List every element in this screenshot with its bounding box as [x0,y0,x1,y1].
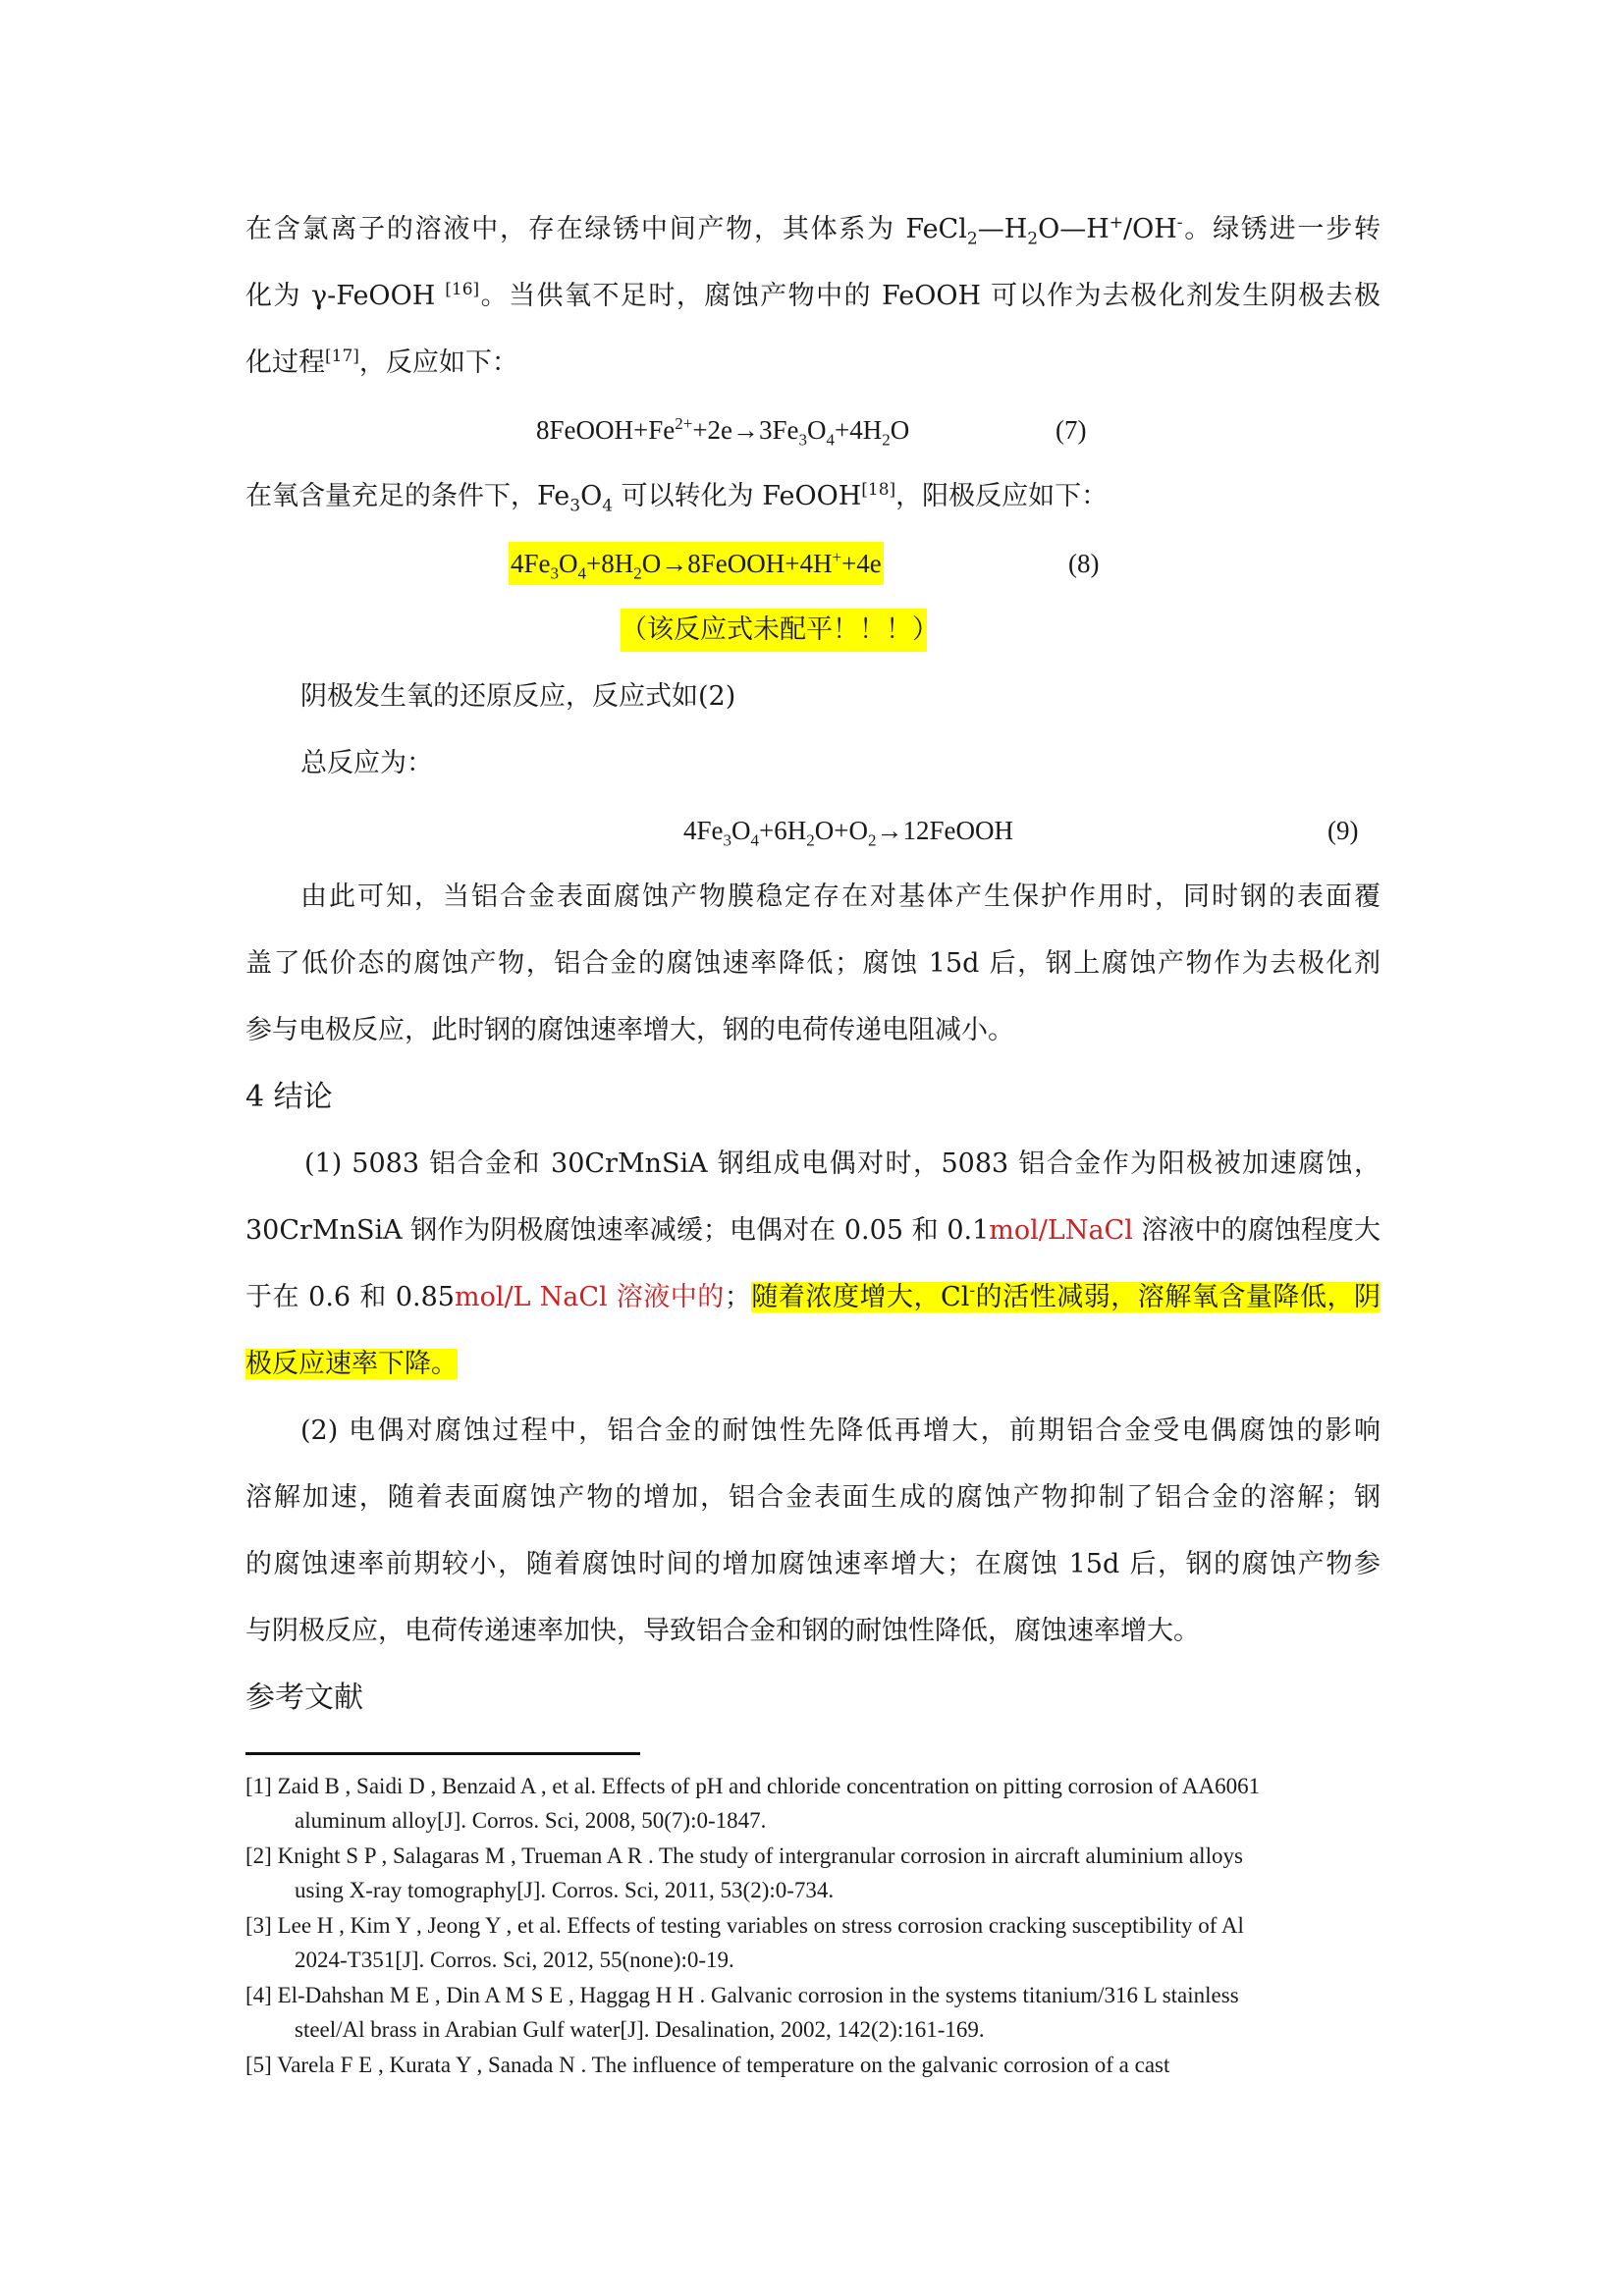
reference-item: [4] El-Dahshan M E , Din A M S E , Haggag H H . Galvanic corrosion in the systems titanium/316 L stainless [245,1983,1239,2007]
text: 。当供氧不足时，腐蚀产物中的 FeOOH 可以作为去极化剂发生阴极去极 [479,281,1380,311]
paragraph-line: 在氧含量充足的条件下，$Fe_3O_4$ 可以转化为 FeOOH[18]，阳极反应如下： [245,480,1109,516]
superscript: - [1176,213,1183,233]
text: 。绿锈进一步转 [1182,214,1380,244]
paragraph-line: 与阴极反应，电荷传递速率加快，导致铝合金和钢的耐蚀性降低，腐蚀速率增大。 [245,1616,1200,1646]
highlighted-text: 极反应速率下降。 [245,1349,458,1379]
text: 在含氯离子的溶液中，存在绿锈中间产物，其体系为 FeCl [245,214,967,244]
citation: [18] [861,480,896,500]
paragraph-line: 阴极发生氧的还原反应，反应式如(2) [300,681,736,712]
text: O—H [1038,214,1110,244]
red-text: mol/L NaCl 溶液中的 [454,1282,725,1312]
reference-item: using X-ray tomography[J]. Corros. Sci, 2011, 53(2):0-734. [295,1878,835,1902]
text: —H [977,214,1028,244]
reference-item: [5] Varela F E , Kurata Y , Sanada N . The influence of temperature on the galvanic corrosion of a cast [245,2053,1170,2077]
paragraph-line [245,342,1380,385]
reference-item: [3] Lee H , Kim Y , Jeong Y , et al. Effects of testing variables on stress corrosion cracking susceptibility of Al [245,1913,1244,1938]
equation-number: (8) [1068,549,1100,578]
equation-number: (9) [1327,816,1359,845]
paragraph-line: 溶解加速，随着表面腐蚀产物的增加，铝合金表面生成的腐蚀产物抑制了铝合金的溶解；钢 [245,1482,1380,1513]
text: 化过程 [245,347,325,378]
section-heading: 参考文献 [245,1681,363,1715]
reference-item: [2] Knight S P , Salagaras M , Trueman A R . The study of intergranular corrosion in aircraft aluminium alloys [245,1843,1243,1868]
red-text: mol/LNaCl [989,1215,1133,1246]
text: /OH [1123,214,1177,244]
unbalanced-note: （该反应式未配平！！！） [621,609,927,652]
subscript: 2 [966,229,978,249]
equation-number: (7) [1056,415,1087,445]
paragraph-line: 盖了低价态的腐蚀产物，铝合金的腐蚀速率降低；腐蚀 15d 后，钢上腐蚀产物作为去极化剂 [245,948,1380,979]
reference-item: steel/Al brass in Arabian Gulf water[J]. Desalination, 2002, 142(2):161-169. [295,2017,985,2042]
footnote-divider [245,1752,640,1755]
paragraph-line: 30CrMnSiA 钢作为阴极腐蚀速率减缓；电偶对在 0.05 和 0.1mol/LNaCl 溶液中的腐蚀程度大 [245,1215,1380,1246]
paragraph-line [245,275,1380,318]
paragraph-line: 于在 0.6 和 0.85mol/L NaCl 溶液中的；随着浓度增大，Cl-的活性减弱，溶解氧含量降低，阴 [245,1281,1381,1312]
citation: [16] [445,280,480,299]
highlighted-text: 随着浓度增大，Cl-的活性减弱，溶解氧含量降低，阴 [750,1281,1381,1312]
citation: [17] [325,347,359,366]
paragraph-line: 由此可知，当铝合金表面腐蚀产物膜稳定存在对基体产生保护作用时，同时钢的表面覆 [300,881,1380,912]
paragraph-line: 参与电极反应，此时钢的腐蚀速率增大，钢的电荷传递电阻减小。 [245,1015,1014,1045]
reference-item: aluminum alloy[J]. Corros. Sci, 2008, 50(7):0-1847. [295,1808,767,1833]
subscript: 2 [1027,229,1039,249]
section-heading: 4 结论 [245,1080,333,1114]
reference-item: [1] Zaid B , Saidi D , Benzaid A , et al. Effects of pH and chloride concentration on pitting corrosion of AA6061 [245,1774,1261,1798]
text: 化为 γ-FeOOH [245,281,446,311]
equation-7: $8FeOOH+Fe^{2+}+2e\to 3Fe_3O_4+4H_2O$ [536,414,910,450]
paragraph-line: 总反应为： [300,748,433,778]
equation-8: $4Fe_3O_4+8H_2O\to 8FeOOH+4H^++4e$ [509,542,884,585]
paragraph-line: (2) 电偶对腐蚀过程中，铝合金的耐蚀性先降低再增大，前期铝合金受电偶腐蚀的影响 [300,1415,1380,1446]
paragraph-line [245,1343,1380,1386]
reference-item: 2024-T351[J]. Corros. Sci, 2012, 55(none):0-19. [295,1948,734,1972]
paragraph-line: 的腐蚀速率前期较小，随着腐蚀时间的增加腐蚀速率增大；在腐蚀 15d 后，钢的腐蚀产物参 [245,1549,1380,1579]
equation-9: $4Fe_3O_4+6H_2O+O_2\to 12FeOOH$ [683,816,1013,850]
text: ，反应如下： [358,347,518,378]
paragraph-line: (1) 5083 铝合金和 30CrMnSiA 钢组成电偶对时，5083 铝合金作为阳极被加速腐蚀， [304,1148,1380,1179]
paragraph-line [245,208,1380,251]
superscript: + [1109,213,1123,233]
